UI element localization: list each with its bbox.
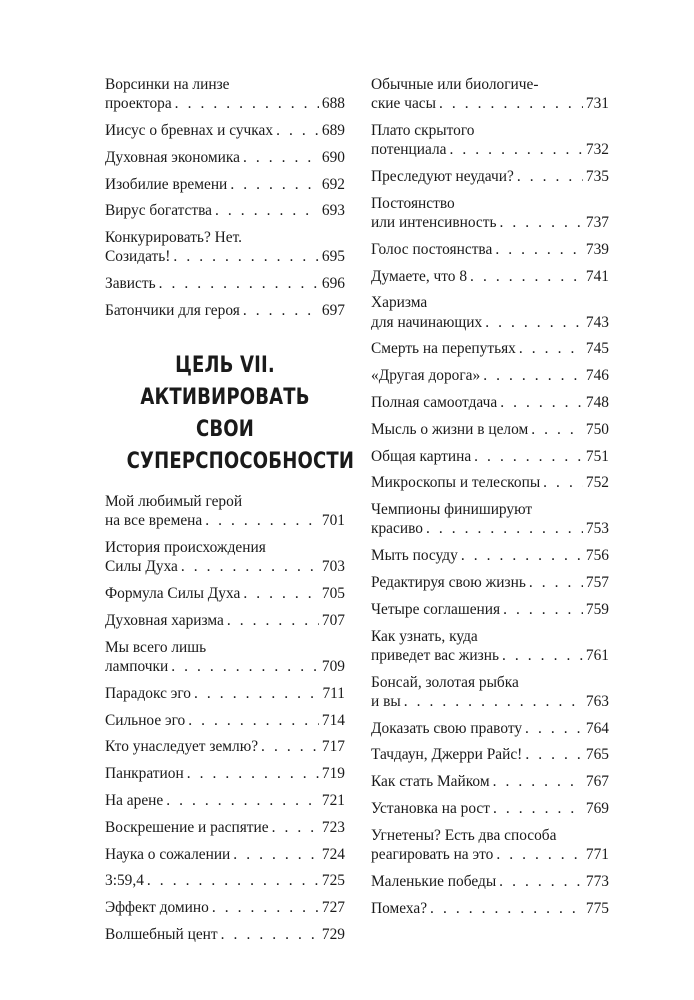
toc-entry-page-number: 750 [585, 420, 609, 438]
toc-entry-last-line [371, 240, 609, 259]
toc-entry-title-line: Мой любимый герой [105, 493, 243, 511]
toc-entry-last-line [105, 557, 345, 576]
toc-entry-last-line [371, 845, 609, 864]
toc-entry-last-line [105, 684, 345, 703]
toc-entry [371, 719, 609, 738]
toc-entry-page-number: 757 [585, 573, 609, 591]
toc-entry [371, 293, 609, 331]
toc-entry-title-line: Редактируя свою жизнь [371, 573, 526, 591]
toc-entry-page-number: 727 [321, 899, 345, 917]
toc-entry [105, 737, 345, 756]
toc-entry-page-number: 751 [585, 447, 609, 465]
toc-entry-title-line: Парадокс эго [105, 684, 192, 702]
toc-entry-title-line: потенциала [371, 141, 447, 159]
toc-entry-page-number: 756 [585, 547, 609, 565]
toc-entry [371, 600, 609, 619]
toc-entry-title-line: Маленькие победы [371, 872, 497, 890]
toc-entry [371, 447, 609, 466]
toc-entry [371, 673, 609, 711]
dot-leader [205, 511, 319, 530]
toc-entry-page-number: 690 [321, 148, 345, 166]
toc-entry-title-line: Батончики для героя [105, 301, 240, 319]
toc-entry-last-line [105, 247, 345, 266]
toc-entry [371, 339, 609, 358]
toc-entry-last-line [371, 745, 609, 764]
toc-entry-page-number: 688 [321, 95, 345, 113]
toc-entry-last-line [371, 366, 609, 385]
toc-entry-last-line [371, 772, 609, 791]
toc-entry-last-line [371, 339, 609, 358]
toc-entry [371, 799, 609, 818]
dot-leader [426, 519, 583, 538]
toc-entry-page-number: 714 [321, 711, 345, 729]
toc-entry [371, 366, 609, 385]
dot-leader [272, 818, 319, 837]
toc-entry-last-line [105, 898, 345, 917]
toc-entry-last-line [371, 313, 609, 332]
dot-leader [187, 764, 319, 783]
toc-entry-last-line [105, 301, 345, 320]
toc-entry-title-line: Преследуют неудачи? [371, 168, 514, 185]
toc-entry [105, 492, 345, 530]
toc-entry-title-line: проектора [105, 95, 172, 113]
dot-leader [430, 899, 583, 918]
dot-leader [147, 871, 319, 890]
toc-entry-page-number: 735 [585, 168, 609, 185]
toc-entry-title-line: Доказать свою правоту [371, 719, 523, 737]
toc-entry-last-line [105, 764, 345, 783]
toc-entry [371, 826, 609, 864]
dot-leader [221, 925, 319, 944]
toc-entry-title-line: Вирус богатства [105, 202, 213, 220]
toc-entry-page-number: 753 [585, 520, 609, 538]
toc-entry-page-number: 746 [585, 367, 609, 385]
dot-leader [496, 845, 583, 864]
toc-entry-page-number: 689 [321, 122, 345, 139]
toc-entry [105, 584, 345, 603]
toc-entry-last-line [371, 799, 609, 818]
dot-leader [215, 201, 319, 220]
section-heading-line-3: СУПЕРСПОСОБНОСТИ [126, 449, 355, 475]
toc-entry-title-line: Эффект домино [105, 899, 209, 917]
toc-entry-last-line [105, 94, 345, 113]
toc-entry-page-number: 705 [321, 585, 345, 603]
dot-leader [525, 745, 583, 764]
toc-entry [371, 267, 609, 286]
toc-entry-page-number: 773 [585, 872, 609, 890]
toc-entry-page-number: 752 [585, 474, 609, 492]
toc-entry-page-number: 697 [321, 301, 345, 319]
toc-entry-title-line: Сильное эго [105, 711, 186, 729]
toc-entry-title-line: на все времена [105, 512, 203, 530]
toc-entry-title-line: Обычные или биологиче- [371, 76, 539, 93]
toc-entry-title-line: Угнетены? Есть два способа [371, 826, 557, 844]
toc-entry-title-line: Силы Духа [105, 558, 178, 576]
dot-leader [474, 447, 583, 466]
toc-entry-title-line: Смерть на перепутьях [371, 340, 516, 358]
toc-entry [105, 871, 345, 890]
toc-entry [371, 872, 609, 891]
toc-entry-title-line: Иисус о бревнах и сучках [105, 122, 274, 139]
toc-entry-title-line: Полная самоотдача [371, 393, 498, 411]
toc-entry [371, 546, 609, 565]
dot-leader [404, 692, 583, 711]
toc-entry-title-line: Думаете, что 8 [371, 267, 468, 285]
dot-leader [485, 313, 583, 332]
dot-leader [493, 799, 583, 818]
toc-entry-title-line: Микроскопы и телескопы [371, 474, 541, 492]
toc-entry-last-line [105, 737, 345, 756]
toc-entry [371, 194, 609, 232]
toc-entry [105, 611, 345, 630]
toc-entry [105, 148, 345, 167]
toc-entry [371, 745, 609, 764]
dot-leader [519, 339, 583, 358]
toc-entry-page-number: 723 [321, 818, 345, 836]
toc-entry-last-line [371, 573, 609, 592]
toc-entry-page-number: 765 [585, 746, 609, 764]
toc-entry-last-line [105, 791, 345, 810]
toc-entry [371, 573, 609, 592]
toc-entry [105, 791, 345, 810]
toc-entry-page-number: 696 [321, 275, 345, 293]
dot-leader [171, 657, 319, 676]
toc-entry [105, 121, 345, 140]
toc-entry-title-line: Чемпионы финишируют [371, 501, 533, 519]
dot-leader [499, 872, 583, 891]
toc-entry [105, 228, 345, 266]
toc-entry [105, 274, 345, 293]
toc-entry-page-number: 737 [585, 214, 609, 231]
toc-entry [371, 393, 609, 412]
toc-entry-last-line [105, 175, 345, 194]
toc-entry [105, 684, 345, 703]
toc-entry-last-line [105, 584, 345, 603]
toc-entry-page-number: 721 [321, 791, 345, 809]
toc-entry-title-line: Постоянство [371, 194, 455, 212]
toc-entry-title-line: Мысль о жизни в целом [371, 420, 529, 438]
toc-entry-title-line: Установка на рост [371, 799, 490, 817]
toc-entry-last-line [371, 692, 609, 711]
toc-entry-page-number: 724 [321, 845, 345, 863]
toc-entry-page-number: 761 [585, 646, 609, 664]
dot-leader [517, 167, 583, 186]
toc-entry [105, 201, 345, 220]
toc-entry-page-number: 745 [585, 340, 609, 358]
dot-leader [495, 240, 583, 259]
toc-entry [371, 500, 609, 538]
toc-entry [371, 473, 609, 492]
dot-leader [525, 719, 583, 738]
toc-entry-page-number: 731 [585, 95, 609, 113]
toc-entry-last-line [371, 473, 609, 492]
toc-entry-last-line [371, 519, 609, 538]
toc-entry-title-line: Тачдаун, Джерри Райс! [371, 746, 523, 764]
dot-leader [470, 267, 583, 286]
toc-entry-title-line: красиво [371, 520, 423, 538]
toc-entry-title-line: Плато скрытого [371, 122, 475, 139]
toc-entry-last-line [371, 646, 609, 665]
toc-entry-page-number: 729 [321, 925, 345, 943]
toc-entry-title-line: История происхождения [105, 539, 266, 557]
toc-entry [105, 301, 345, 320]
dot-leader [483, 366, 583, 385]
toc-entry-title-line: лампочки [105, 657, 169, 675]
toc-entry-page-number: 763 [585, 692, 609, 710]
dot-leader [500, 393, 583, 412]
toc-entry-title-line: Общая картина [371, 447, 472, 465]
toc-entry [105, 898, 345, 917]
section-heading-line-1: ЦЕЛЬ VII. [175, 353, 275, 379]
toc-entry-title-line: Формула Силы Духа [105, 585, 241, 603]
toc-entry [105, 175, 345, 194]
toc-entry-title-line: или интенсивность [371, 214, 497, 231]
toc-entry-page-number: 748 [585, 393, 609, 411]
dot-leader [173, 247, 318, 266]
dot-leader [461, 546, 583, 565]
dot-leader [261, 737, 319, 756]
toc-entry-title-line: Четыре соглашения [371, 600, 501, 618]
toc-entry-title-line: Мы всего лишь [105, 638, 207, 656]
toc-entry-title-line: Изобилие времени [105, 175, 228, 193]
dot-leader [243, 301, 319, 320]
toc-entry-last-line [371, 213, 609, 232]
toc-entry-page-number: 725 [321, 872, 345, 890]
dot-leader [493, 772, 583, 791]
dot-leader [439, 94, 583, 113]
toc-entry-last-line [371, 447, 609, 466]
toc-entry-title-line: для начинающих [371, 313, 483, 331]
toc-entry-page-number: 732 [585, 141, 609, 159]
toc-entry-page-number: 767 [585, 773, 609, 791]
toc-entry [105, 845, 345, 864]
dot-leader [233, 845, 319, 864]
toc-entry-last-line [371, 546, 609, 565]
toc-entry-page-number: 741 [585, 267, 609, 285]
toc-entry-title-line: Харизма [371, 294, 428, 312]
toc-entry [105, 538, 345, 576]
toc-entry-last-line [371, 267, 609, 286]
toc-entry-title-line: реагировать на это [371, 845, 494, 863]
toc-entry-page-number: 709 [321, 657, 345, 675]
dot-leader [166, 791, 319, 810]
toc-entry-title-line: Духовная харизма [105, 611, 224, 629]
toc-right-list [371, 75, 609, 918]
toc-left-top-list [105, 75, 345, 320]
toc-entry [371, 240, 609, 259]
toc-entry-title-line: 3:59,4 [105, 872, 144, 890]
toc-entry-title-line: Созидать! [105, 248, 171, 266]
dot-leader [212, 898, 319, 917]
toc-entry-title-line: На арене [105, 791, 164, 809]
dot-leader [175, 94, 319, 113]
toc-entry [105, 638, 345, 676]
section-heading-line-2: АКТИВИРОВАТЬ СВОИ [140, 385, 310, 443]
dot-leader [276, 121, 319, 140]
dot-leader [243, 148, 319, 167]
toc-entry [371, 772, 609, 791]
toc-entry-last-line [371, 600, 609, 619]
toc-entry [105, 925, 345, 944]
toc-entry-last-line [105, 871, 345, 890]
toc-entry-title-line: «Другая дорога» [371, 367, 481, 385]
toc-entry-page-number: 707 [321, 611, 345, 629]
toc-entry-title-line: Духовная экономика [105, 148, 240, 166]
toc-right-column [371, 75, 609, 925]
toc-entry [371, 627, 609, 665]
toc-entry-title-line: Панкратион [105, 765, 184, 783]
toc-entry-title-line: Как стать Майком [371, 773, 490, 791]
toc-entry-page-number: 695 [321, 248, 345, 266]
toc-entry-last-line [105, 711, 345, 730]
toc-entry [105, 711, 345, 730]
toc-entry-last-line [105, 925, 345, 944]
toc-entry-page-number: 775 [585, 899, 609, 917]
toc-entry-last-line [105, 201, 345, 220]
toc-entry-last-line [371, 140, 609, 159]
toc-entry-page-number: 692 [321, 175, 345, 193]
toc-entry-last-line [105, 274, 345, 293]
toc-entry-title-line: приведет вас жизнь [371, 646, 499, 664]
toc-entry [371, 121, 609, 159]
toc-entry-title-line: Бонсай, золотая рыбка [371, 673, 519, 691]
toc-entry-page-number: 701 [321, 512, 345, 530]
toc-entry-page-number: 711 [322, 684, 345, 702]
dot-leader [159, 274, 319, 293]
toc-entry-title-line: Волшебный цент [105, 925, 218, 943]
toc-entry-last-line [105, 121, 345, 140]
dot-leader [500, 213, 583, 232]
toc-entry-last-line [371, 167, 609, 186]
toc-entry [105, 818, 345, 837]
toc-entry-title-line: Помеха? [371, 899, 428, 917]
toc-entry-page-number: 769 [585, 799, 609, 817]
toc-entry-last-line [371, 719, 609, 738]
toc-entry-page-number: 703 [321, 558, 345, 576]
toc-entry [371, 167, 609, 186]
dot-leader [531, 420, 583, 439]
toc-left-bottom-list [105, 492, 345, 944]
dot-leader [230, 175, 319, 194]
toc-entry [105, 764, 345, 783]
toc-entry [371, 75, 609, 113]
dot-leader [243, 584, 319, 603]
toc-entry-last-line [371, 94, 609, 113]
toc-entry-last-line [371, 420, 609, 439]
toc-entry-title-line: Наука о сожалении [105, 845, 231, 863]
dot-leader [194, 684, 319, 703]
toc-entry-title-line: Воскрешение и распятие [105, 818, 269, 836]
dot-leader [449, 140, 582, 159]
toc-entry-title-line: Конкурировать? Нет. [105, 229, 242, 247]
dot-leader [529, 573, 583, 592]
toc-entry-title-line: Зависть [105, 275, 156, 293]
toc-entry-last-line [371, 872, 609, 891]
dot-leader [181, 557, 319, 576]
toc-entry [371, 899, 609, 918]
section-heading [126, 350, 355, 478]
toc-entry-last-line [105, 611, 345, 630]
dot-leader [502, 646, 583, 665]
toc-entry-page-number: 764 [585, 719, 609, 737]
toc-entry-last-line [105, 148, 345, 167]
toc-entry-last-line [105, 818, 345, 837]
toc-entry-last-line [371, 393, 609, 412]
toc-entry-title-line: Кто унаследует землю? [105, 738, 259, 756]
toc-entry-title-line: ские часы [371, 95, 436, 113]
toc-entry-page-number: 693 [321, 202, 345, 220]
toc-entry-page-number: 759 [585, 600, 609, 618]
toc-entry-page-number: 717 [321, 738, 345, 756]
dot-leader [227, 611, 319, 630]
toc-entry [105, 75, 345, 113]
toc-entry-title-line: Мыть посуду [371, 547, 458, 565]
toc-left-column [105, 75, 355, 952]
toc-entry-title-line: Ворсинки на линзе [105, 76, 230, 93]
toc-entry-title-line: Как узнать, куда [371, 627, 478, 645]
toc-entry-page-number: 719 [321, 765, 345, 783]
toc-entry-page-number: 739 [585, 240, 609, 258]
dot-leader [188, 711, 319, 730]
toc-entry-last-line [105, 845, 345, 864]
toc-entry-page-number: 771 [585, 845, 609, 863]
toc-entry-page-number: 743 [585, 313, 609, 331]
toc-entry-last-line [371, 899, 609, 918]
toc-entry-title-line: и вы [371, 692, 401, 710]
dot-leader [503, 600, 583, 619]
toc-entry [371, 420, 609, 439]
dot-leader [543, 473, 583, 492]
toc-entry-title-line: Голос постоянства [371, 240, 493, 258]
toc-entry-last-line [105, 511, 345, 530]
toc-entry-last-line [105, 657, 345, 676]
